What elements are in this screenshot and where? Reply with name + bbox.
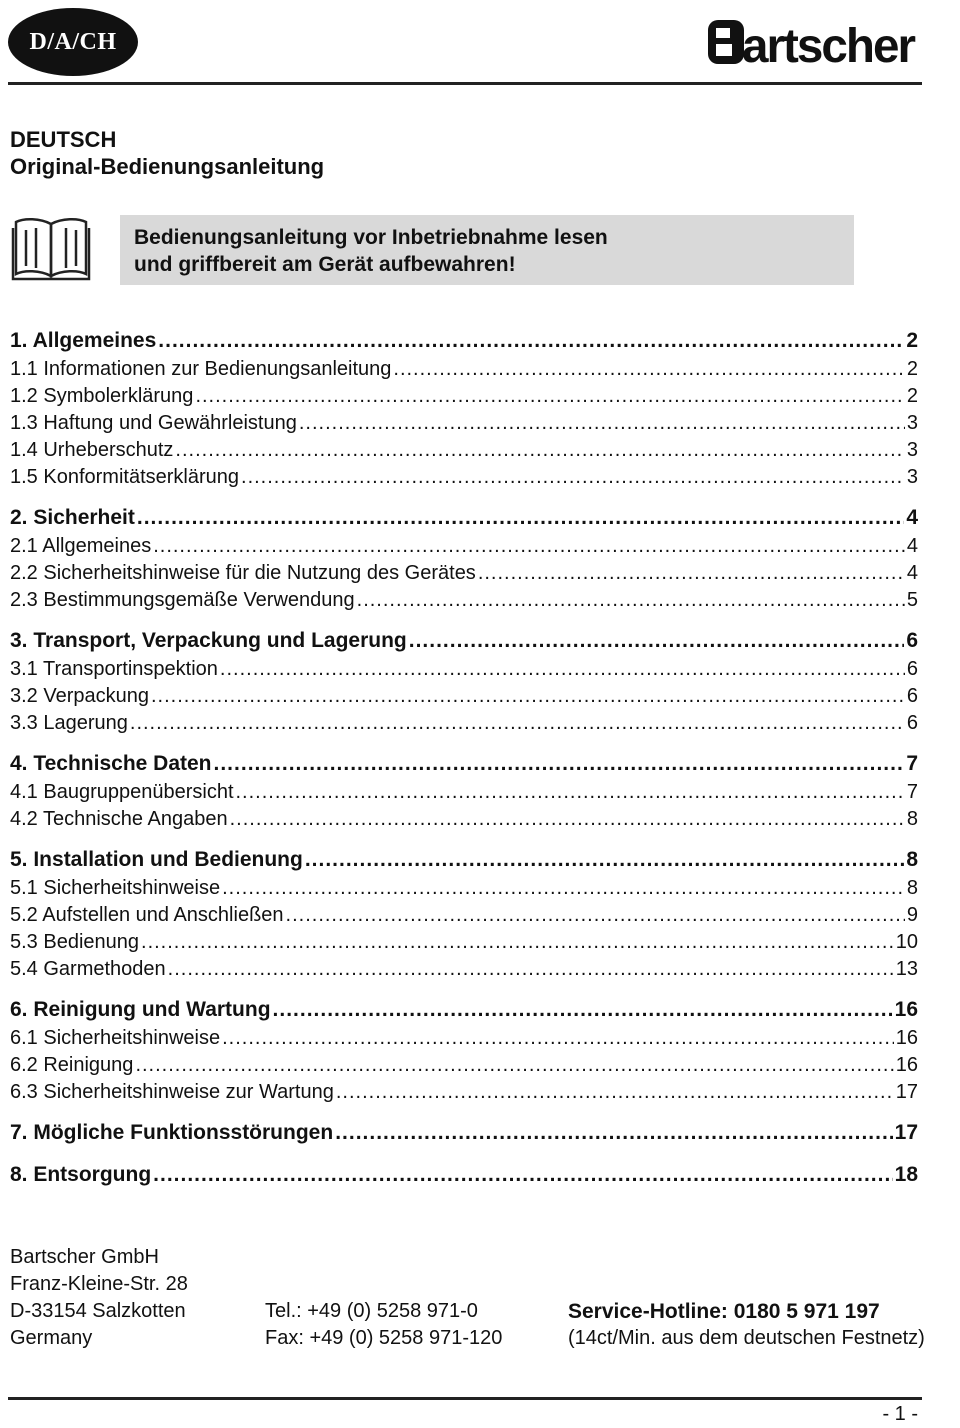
company-street: Franz-Kleine-Str. 28 [10, 1273, 188, 1295]
bartscher-logo [706, 14, 918, 70]
toc-entry-title: 3.3 Lagerung [10, 712, 128, 734]
toc-entry-page: 3 [906, 466, 918, 488]
fax-number: Fax: +49 (0) 5258 971-120 [265, 1327, 503, 1349]
toc-entry-title: 1.3 Haftung und Gewährleistung [10, 412, 297, 434]
toc-entry-title: 2.3 Bestimmungsgemäße Verwendung [10, 589, 355, 611]
svg-text:artscher: artscher [742, 20, 916, 70]
toc-dot-leader [222, 875, 905, 902]
toc-entry-page: 6 [906, 629, 918, 652]
toc-entry-title: 6.2 Reinigung [10, 1054, 134, 1076]
toc-entry-page: 4 [906, 506, 918, 529]
toc-entry-page: 7 [906, 752, 918, 775]
toc-entry-page: 3 [906, 439, 918, 461]
toc-dot-leader [409, 626, 905, 656]
toc-dot-leader [220, 656, 905, 683]
toc-entry-title: 6. Reinigung und Wartung [10, 998, 271, 1021]
toc-subsection-entry [10, 464, 918, 491]
document-subtitle: Original-Bedienungsanleitung [10, 154, 325, 179]
toc-entry-title: 1.2 Symbolerklärung [10, 385, 194, 407]
toc-subsection-entry [10, 683, 918, 710]
toc-dot-leader [153, 1160, 892, 1190]
toc-entry-title: 5.3 Bedienung [10, 931, 140, 953]
toc-section-entry [10, 995, 918, 1025]
toc-entry-title: 1.1 Informationen zur Bedienungsanleitung [10, 358, 392, 380]
toc-subsection-entry [10, 1025, 918, 1052]
document-heading [10, 126, 324, 180]
toc-section-entry [10, 503, 918, 533]
toc-entry-page: 6 [906, 712, 918, 734]
toc-section-entry [10, 1160, 918, 1190]
toc-entry-page: 18 [894, 1163, 918, 1186]
toc-subsection-entry [10, 410, 918, 437]
notice-line-2: und griffbereit am Gerät aufbewahren! [134, 253, 516, 276]
toc-entry-page: 10 [895, 931, 918, 953]
toc-entry-page: 2 [906, 385, 918, 407]
toc-entry-page: 17 [894, 1121, 918, 1144]
toc-entry-page: 16 [895, 1027, 918, 1049]
toc-entry-title: 4.2 Technische Angaben [10, 808, 228, 830]
toc-subsection-entry [10, 560, 918, 587]
toc-entry-title: 2.1 Allgemeines [10, 535, 152, 557]
contact-numbers [265, 1298, 502, 1352]
toc-entry-page: 5 [906, 589, 918, 611]
language-label: DEUTSCH [10, 127, 117, 152]
toc-section-entry [10, 626, 918, 656]
toc-subsection-entry [10, 356, 918, 383]
toc-dot-leader [141, 929, 894, 956]
footer-rule [8, 1397, 922, 1400]
toc-subsection-entry [10, 1052, 918, 1079]
toc-entry-title: 4. Technische Daten [10, 752, 212, 775]
toc-entry-page: 8 [906, 808, 918, 830]
toc-dot-leader [241, 464, 905, 491]
toc-dot-leader [393, 356, 904, 383]
toc-entry-title: 6.1 Sicherheitshinweise [10, 1027, 221, 1049]
toc-entry-title: 8. Entsorgung [10, 1163, 152, 1186]
toc-dot-leader [335, 1118, 892, 1148]
service-hotline [568, 1298, 925, 1352]
toc-dot-leader [195, 383, 904, 410]
toc-subsection-entry [10, 956, 918, 983]
toc-entry-page: 7 [906, 781, 918, 803]
toc-dot-leader [214, 749, 905, 779]
toc-entry-title: 3.1 Transportinspektion [10, 658, 218, 680]
notice-box [120, 215, 854, 285]
toc-dot-leader [222, 1025, 894, 1052]
toc-dot-leader [236, 779, 905, 806]
toc-subsection-entry [10, 779, 918, 806]
header-rule [8, 82, 922, 85]
page-number: - 1 - [882, 1403, 918, 1425]
toc-entry-page: 6 [906, 685, 918, 707]
toc-entry-title: 4.1 Baugruppenübersicht [10, 781, 234, 803]
toc-entry-page: 2 [906, 329, 918, 352]
toc-dot-leader [151, 683, 905, 710]
toc-entry-page: 13 [895, 958, 918, 980]
toc-section-entry [10, 749, 918, 779]
toc-entry-title: 5.1 Sicherheitshinweise [10, 877, 221, 899]
toc-entry-page: 4 [906, 535, 918, 557]
toc-dot-leader [273, 995, 893, 1025]
open-book-icon [10, 216, 92, 282]
toc-entry-title: 6.3 Sicherheitshinweise zur Wartung [10, 1081, 334, 1103]
company-city: D-33154 Salzkotten [10, 1300, 186, 1322]
notice-line-1: Bedienungsanleitung vor Inbetriebnahme lesen [134, 226, 608, 249]
toc-entry-title: 1.5 Konformitätserklärung [10, 466, 240, 488]
hotline-number: Service-Hotline: 0180 5 971 197 [568, 1300, 880, 1323]
table-of-contents [10, 326, 918, 1190]
toc-section-entry [10, 326, 918, 356]
hotline-note: (14ct/Min. aus dem deutschen Festnetz) [568, 1327, 925, 1349]
toc-dot-leader [357, 587, 905, 614]
toc-dot-leader [478, 560, 905, 587]
toc-entry-page: 17 [895, 1081, 918, 1103]
toc-dot-leader [130, 710, 905, 737]
region-badge-label: D/A/CH [29, 28, 117, 55]
toc-section-entry [10, 1118, 918, 1148]
company-country: Germany [10, 1327, 93, 1349]
toc-entry-title: 2.2 Sicherheitshinweise für die Nutzung des Gerätes [10, 562, 476, 584]
toc-subsection-entry [10, 383, 918, 410]
toc-subsection-entry [10, 437, 918, 464]
toc-entry-title: 1.4 Urheberschutz [10, 439, 174, 461]
toc-entry-title: 5.2 Aufstellen und Anschließen [10, 904, 284, 926]
toc-dot-leader [286, 902, 905, 929]
toc-entry-page: 3 [906, 412, 918, 434]
toc-subsection-entry [10, 902, 918, 929]
phone-number: Tel.: +49 (0) 5258 971-0 [265, 1300, 478, 1322]
toc-subsection-entry [10, 929, 918, 956]
toc-entry-title: 1. Allgemeines [10, 329, 157, 352]
toc-dot-leader [175, 437, 904, 464]
toc-entry-page: 8 [906, 877, 918, 899]
toc-section-entry [10, 845, 918, 875]
toc-entry-page: 16 [895, 1054, 918, 1076]
toc-entry-title: 3.2 Verpackung [10, 685, 149, 707]
toc-entry-title: 5.4 Garmethoden [10, 958, 166, 980]
toc-dot-leader [299, 410, 905, 437]
toc-entry-title: 3. Transport, Verpackung und Lagerung [10, 629, 407, 652]
toc-dot-leader [153, 533, 905, 560]
toc-subsection-entry [10, 710, 918, 737]
toc-entry-page: 4 [906, 562, 918, 584]
toc-dot-leader [135, 1052, 893, 1079]
toc-dot-leader [336, 1079, 894, 1106]
toc-entry-page: 8 [906, 848, 918, 871]
toc-entry-title: 7. Mögliche Funktionsstörungen [10, 1121, 334, 1144]
toc-subsection-entry [10, 806, 918, 833]
toc-dot-leader [137, 503, 904, 533]
toc-dot-leader [305, 845, 904, 875]
toc-entry-page: 2 [906, 358, 918, 380]
region-badge [8, 8, 138, 76]
toc-subsection-entry [10, 656, 918, 683]
toc-dot-leader [230, 806, 905, 833]
toc-dot-leader [158, 326, 904, 356]
toc-entry-page: 9 [906, 904, 918, 926]
toc-subsection-entry [10, 875, 918, 902]
toc-subsection-entry [10, 587, 918, 614]
toc-entry-page: 16 [894, 998, 918, 1021]
toc-dot-leader [168, 956, 894, 983]
toc-entry-title: 2. Sicherheit [10, 506, 135, 529]
company-address [10, 1244, 188, 1352]
toc-subsection-entry [10, 533, 918, 560]
company-name: Bartscher GmbH [10, 1246, 159, 1268]
toc-entry-title: 5. Installation und Bedienung [10, 848, 303, 871]
toc-entry-page: 6 [906, 658, 918, 680]
toc-subsection-entry [10, 1079, 918, 1106]
